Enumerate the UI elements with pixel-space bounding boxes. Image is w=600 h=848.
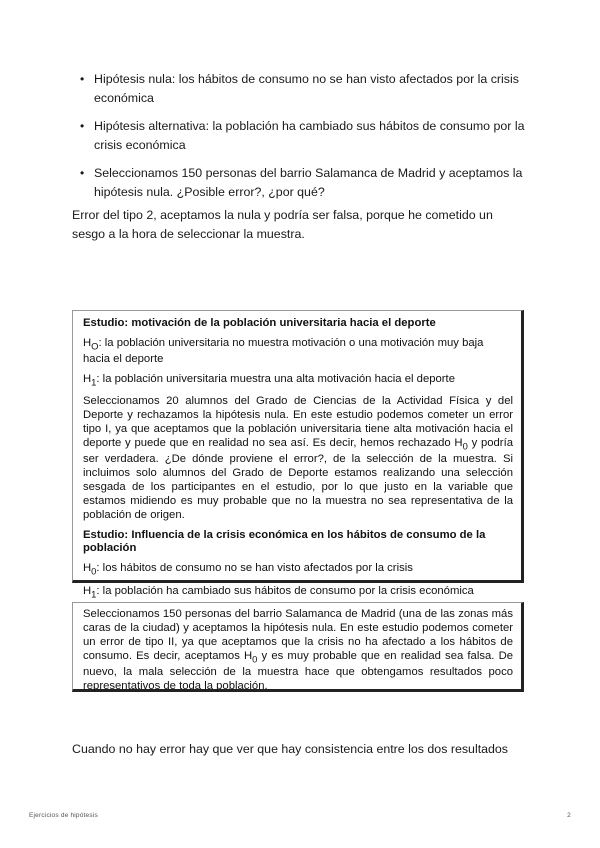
- study1-h0: $H_O$: la población universitaria no muestra motivación o una motivación muy baja hacia el deporte: [83, 336, 484, 366]
- study1-h1: $H_1$: la población universitaria muestra una alta motivación hacia el deporte: [83, 372, 455, 388]
- bullet-dot: •: [80, 72, 85, 86]
- footer-title: Ejercicios de hipótesis: [29, 812, 98, 819]
- bullet-text: Hipótesis nula: los hábitos de consumo no se han visto afectados por la crisis económica: [94, 72, 519, 105]
- bullet-dot: •: [80, 119, 85, 133]
- study2-h0: $H_0$: los hábitos de consumo no se han visto afectados por la crisis: [83, 562, 413, 577]
- page-number: 2: [567, 812, 571, 819]
- list-item: [72, 117, 528, 155]
- list-item: [72, 70, 528, 108]
- list-item: [72, 164, 528, 202]
- bullet-text: Seleccionamos 150 personas del barrio Salamanca de Madrid y aceptamos la hipótesis nula. ¿Posible error?, ¿por qué?: [94, 166, 523, 199]
- bullet-list: [72, 70, 528, 211]
- conclusion-paragraph: Cuando no hay error hay que ver que hay consistencia entre los dos resultados: [72, 742, 509, 756]
- study2-body: Seleccionamos 150 personas del barrio Salamanca de Madrid (una de las zonas más caras de la ciudad) y aceptamos la hipótesis nula. En este estudio podemos cometer un error de tipo II, ya que aceptamos que la crisis no ha afectado a los hábitos de consumo. Es decir, aceptamos $H_0$ y es muy probable que en realidad sea falsa. De nuevo, la mala selección de la muestra hace que obtengamos resultados poco representativos de toda la población.: [83, 608, 514, 692]
- study2-h1: $H_1$: la población ha cambiado sus hábitos de consumo por la crisis económica: [83, 584, 474, 599]
- study-box-1: [72, 310, 524, 599]
- study1-title: Estudio: motivación de la población universitaria hacia el deporte: [83, 317, 436, 329]
- study2-title: Estudio: Influencia de la crisis económica en los hábitos de consumo de la población: [83, 528, 486, 555]
- bullet-text: Hipótesis alternativa: la población ha cambiado sus hábitos de consumo por la crisis económica: [94, 119, 525, 152]
- study-box-2: [72, 602, 524, 692]
- bullet-dot: •: [80, 166, 85, 180]
- answer-paragraph: Error del tipo 2, aceptamos la nula y podría ser falsa, porque he cometido un sesgo a la hora de seleccionar la muestra.: [72, 208, 493, 241]
- study1-body: Seleccionamos 20 alumnos del Grado de Ciencias de la Actividad Física y del Deporte y rechazamos la hipótesis nula. En este estudio podemos cometer un error tipo I, ya que aceptamos que la población universitaria tiene alta motivación hacia el deporte y puede que en realidad no sea así. Es decir, hemos rechazado $H_0$ y podría ser verdadera. ¿De dónde proviene el error?, de la selección de la muestra. Si incluimos solo alumnos del Grado de Deporte estamos realizando una selección sesgada de los participantes en el estudio, por lo que justo en la variable que estamos midiendo es muy probable que no la muestra no sea representativa de la población de origen.: [83, 395, 513, 521]
